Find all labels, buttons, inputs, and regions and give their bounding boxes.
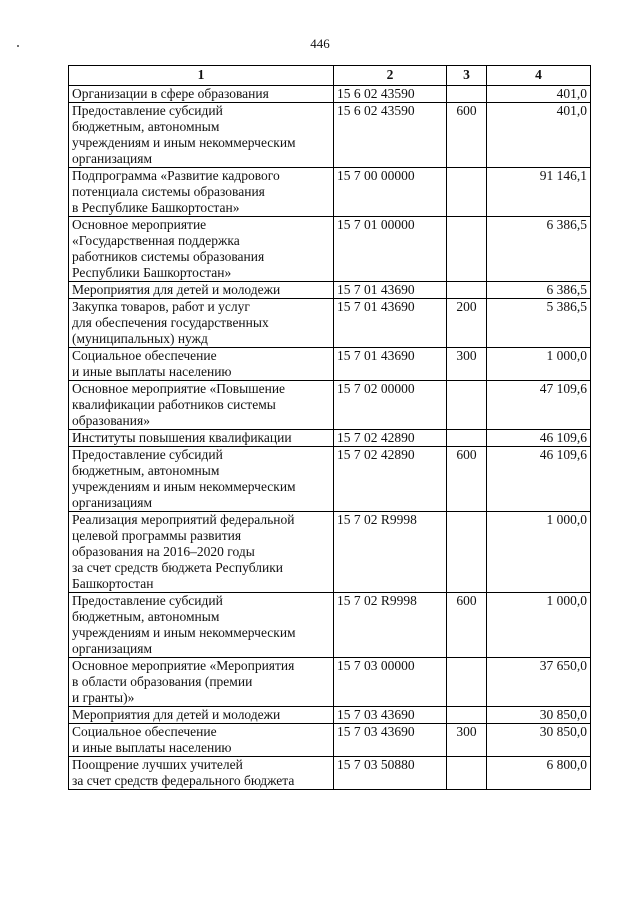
row-code-cell: 15 7 03 50880 — [334, 757, 447, 790]
table-row — [69, 593, 591, 658]
row-name-cell: Основное мероприятие «Повышение квалификации работников системы образования» — [69, 381, 334, 430]
row-name-cell: Социальное обеспечение и иные выплаты населению — [69, 348, 334, 381]
header-row — [69, 66, 591, 86]
row-code-cell: 15 7 02 R9998 — [334, 593, 447, 658]
row-expense-type-cell — [447, 707, 487, 724]
table-row — [69, 381, 591, 430]
row-expense-type-cell — [447, 757, 487, 790]
row-expense-type-cell — [447, 282, 487, 299]
table-row — [69, 348, 591, 381]
row-code-cell: 15 7 02 42890 — [334, 430, 447, 447]
row-code-cell: 15 7 03 43690 — [334, 724, 447, 757]
row-amount-cell: 6 800,0 — [487, 757, 591, 790]
row-name-cell: Институты повышения квалификации — [69, 430, 334, 447]
row-code-cell: 15 7 00 00000 — [334, 168, 447, 217]
row-name-cell: Подпрограмма «Развитие кадрового потенциала системы образования в Республике Башкортостан» — [69, 168, 334, 217]
row-code-cell: 15 6 02 43590 — [334, 86, 447, 103]
row-expense-type-cell: 600 — [447, 593, 487, 658]
row-name-cell: Поощрение лучших учителей за счет средств федерального бюджета — [69, 757, 334, 790]
table-row — [69, 447, 591, 512]
header-col-1: 1 — [69, 66, 334, 86]
row-amount-cell: 401,0 — [487, 86, 591, 103]
row-amount-cell: 1 000,0 — [487, 593, 591, 658]
row-name-cell: Основное мероприятие «Государственная поддержка работников системы образования Республики Башкортостан» — [69, 217, 334, 282]
row-code-cell: 15 7 01 43690 — [334, 282, 447, 299]
row-code-cell: 15 7 01 00000 — [334, 217, 447, 282]
row-amount-cell: 37 650,0 — [487, 658, 591, 707]
table-row — [69, 757, 591, 790]
row-expense-type-cell — [447, 512, 487, 593]
budget-table — [68, 65, 591, 790]
table-row — [69, 217, 591, 282]
row-code-cell: 15 7 02 00000 — [334, 381, 447, 430]
row-name-cell: Социальное обеспечение и иные выплаты населению — [69, 724, 334, 757]
row-name-cell: Реализация мероприятий федеральной целевой программы развития образования на 2016–2020 годы за счет средств бюджета Республики Башкортостан — [69, 512, 334, 593]
row-expense-type-cell: 600 — [447, 447, 487, 512]
row-name-cell: Закупка товаров, работ и услуг для обеспечения государственных (муниципальных) нужд — [69, 299, 334, 348]
table-row — [69, 512, 591, 593]
row-name-cell: Мероприятия для детей и молодежи — [69, 707, 334, 724]
row-amount-cell: 1 000,0 — [487, 348, 591, 381]
row-code-cell: 15 7 03 00000 — [334, 658, 447, 707]
row-amount-cell: 46 109,6 — [487, 430, 591, 447]
row-amount-cell: 6 386,5 — [487, 217, 591, 282]
row-amount-cell: 1 000,0 — [487, 512, 591, 593]
row-expense-type-cell — [447, 168, 487, 217]
row-code-cell: 15 7 01 43690 — [334, 348, 447, 381]
row-code-cell: 15 7 03 43690 — [334, 707, 447, 724]
row-code-cell: 15 6 02 43590 — [334, 103, 447, 168]
row-amount-cell: 91 146,1 — [487, 168, 591, 217]
row-amount-cell: 46 109,6 — [487, 447, 591, 512]
header-col-4: 4 — [487, 66, 591, 86]
row-expense-type-cell — [447, 86, 487, 103]
table-row — [69, 658, 591, 707]
row-amount-cell: 47 109,6 — [487, 381, 591, 430]
row-code-cell: 15 7 01 43690 — [334, 299, 447, 348]
row-expense-type-cell: 300 — [447, 348, 487, 381]
table-body — [69, 86, 591, 790]
row-name-cell: Организации в сфере образования — [69, 86, 334, 103]
table-row — [69, 430, 591, 447]
table-row — [69, 282, 591, 299]
row-amount-cell: 30 850,0 — [487, 707, 591, 724]
row-amount-cell: 6 386,5 — [487, 282, 591, 299]
row-amount-cell: 5 386,5 — [487, 299, 591, 348]
table-row — [69, 724, 591, 757]
row-name-cell: Основное мероприятие «Мероприятия в области образования (премии и гранты)» — [69, 658, 334, 707]
row-expense-type-cell — [447, 381, 487, 430]
table-row — [69, 299, 591, 348]
table-row — [69, 103, 591, 168]
row-expense-type-cell — [447, 658, 487, 707]
row-code-cell: 15 7 02 R9998 — [334, 512, 447, 593]
row-expense-type-cell: 600 — [447, 103, 487, 168]
row-expense-type-cell: 200 — [447, 299, 487, 348]
table-row — [69, 86, 591, 103]
table-row — [69, 168, 591, 217]
header-col-3: 3 — [447, 66, 487, 86]
row-name-cell: Предоставление субсидий бюджетным, автономным учреждениям и иным некоммерческим организациям — [69, 103, 334, 168]
table-header — [69, 66, 591, 86]
row-name-cell: Мероприятия для детей и молодежи — [69, 282, 334, 299]
scan-speck — [17, 45, 19, 47]
row-amount-cell: 30 850,0 — [487, 724, 591, 757]
row-amount-cell: 401,0 — [487, 103, 591, 168]
row-expense-type-cell — [447, 217, 487, 282]
row-name-cell: Предоставление субсидий бюджетным, автономным учреждениям и иным некоммерческим организациям — [69, 447, 334, 512]
row-code-cell: 15 7 02 42890 — [334, 447, 447, 512]
row-expense-type-cell: 300 — [447, 724, 487, 757]
row-expense-type-cell — [447, 430, 487, 447]
page-number: 446 — [310, 36, 330, 51]
row-name-cell: Предоставление субсидий бюджетным, автономным учреждениям и иным некоммерческим организациям — [69, 593, 334, 658]
header-col-2: 2 — [334, 66, 447, 86]
table-row — [69, 707, 591, 724]
